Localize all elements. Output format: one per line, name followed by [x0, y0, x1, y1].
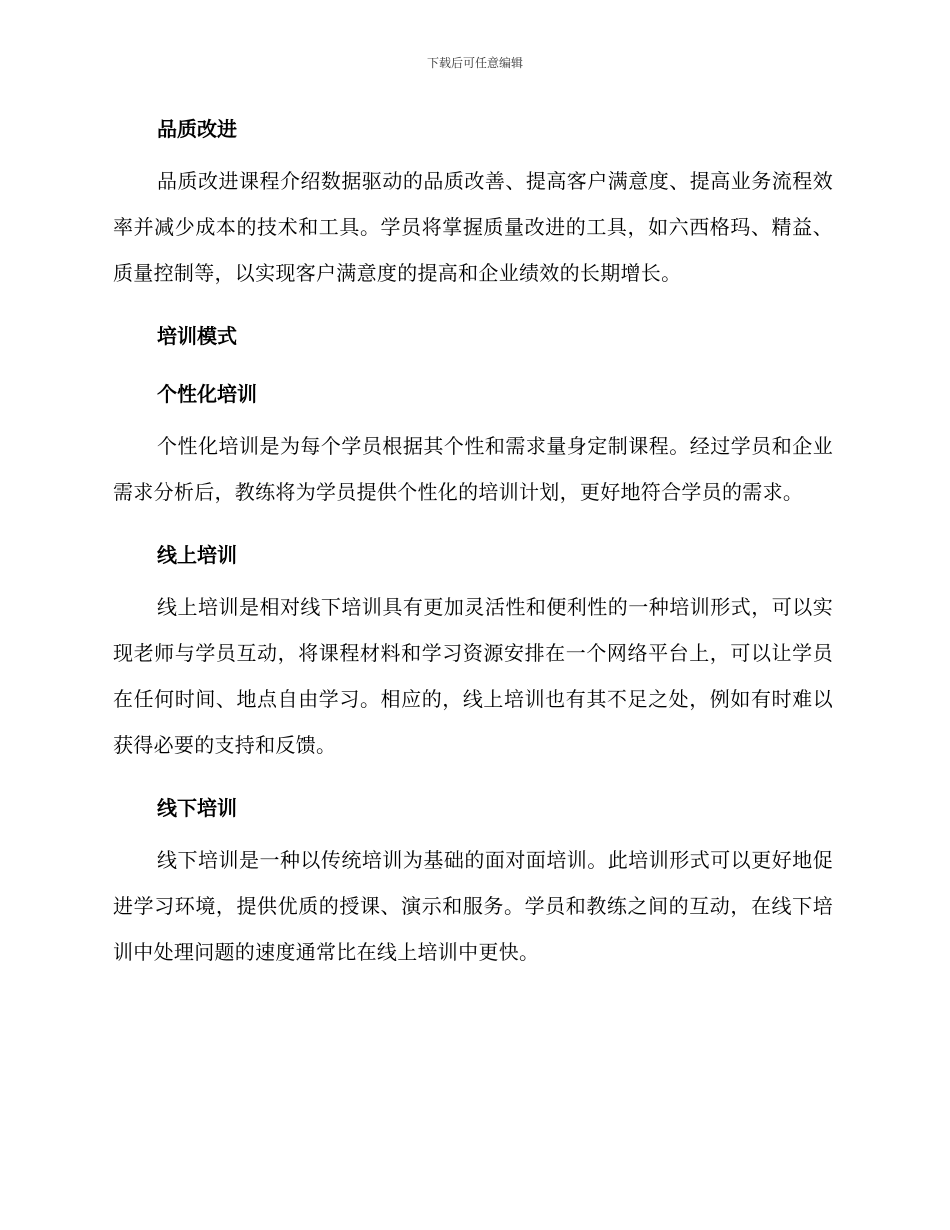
section-heading-quality-improvement: 品质改进 [157, 117, 237, 141]
document-body [113, 112, 833, 975]
section-heading-online-training: 线上培训 [157, 543, 237, 567]
section-paragraph-offline-training: 线下培训是一种以传统培训为基础的面对面培训。此培训形式可以更好地促进学习环境，提供优质的授课、演示和服务。学员和教练之间的互动，在线下培训中处理问题的速度通常比在线上培训中更快。 [113, 848, 833, 964]
page-header-note: 下载后可任意编辑 [426, 56, 523, 70]
section-heading-offline-training: 线下培训 [157, 796, 237, 820]
section-heading-training-mode: 培训模式 [157, 324, 237, 348]
section-paragraph-quality-improvement: 品质改进课程介绍数据驱动的品质改善、提高客户满意度、提高业务流程效率并减少成本的技术和工具。学员将掌握质量改进的工具，如六西格玛、精益、质量控制等，以实现客户满意度的提高和企业绩效的长期增长。 [113, 169, 833, 285]
section-paragraph-online-training: 线上培训是相对线下培训具有更加灵活性和便利性的一种培训形式，可以实现老师与学员互动，将课程材料和学习资源安排在一个网络平台上，可以让学员在任何时间、地点自由学习。相应的，线上培训也有其不足之处，例如有时难以获得必要的支持和反馈。 [113, 595, 833, 757]
section-paragraph-personalized-training: 个性化培训是为每个学员根据其个性和需求量身定制课程。经过学员和企业需求分析后，教练将为学员提供个性化的培训计划，更好地符合学员的需求。 [113, 434, 833, 504]
section-heading-personalized-training: 个性化培训 [157, 382, 257, 406]
